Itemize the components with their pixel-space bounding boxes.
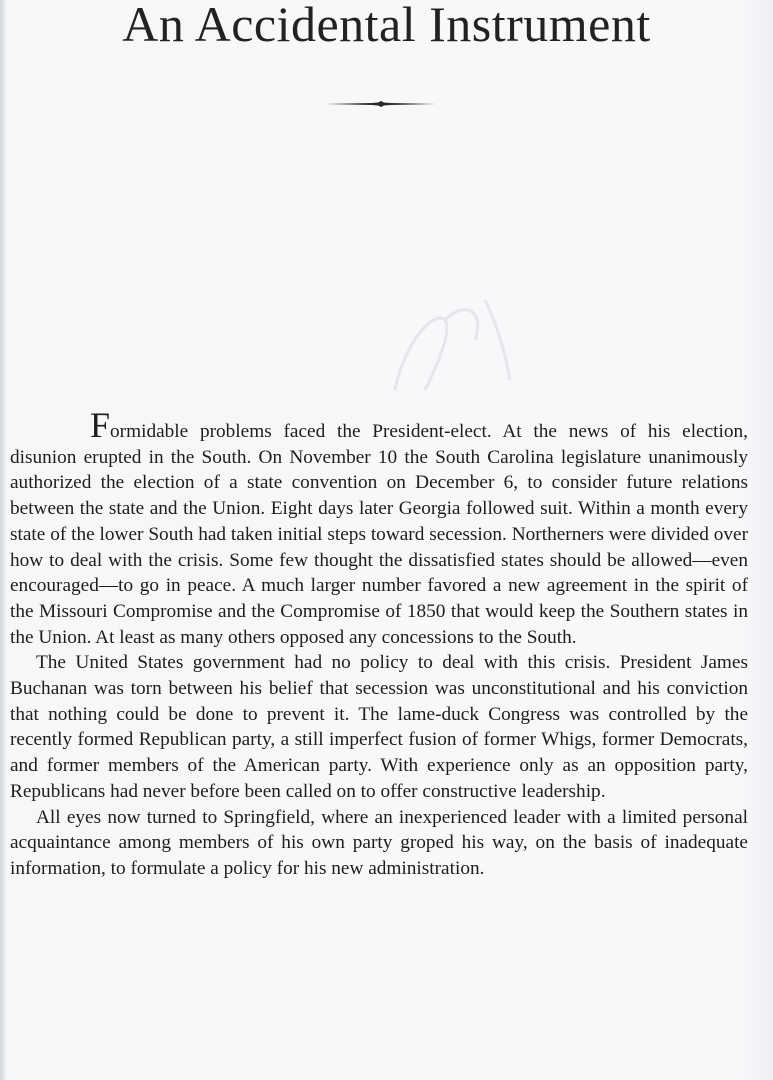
chapter-title: An Accidental Instrument <box>122 0 651 52</box>
paragraph-3: All eyes now turned to Springfield, where an inexperienced leader with a limited personal acquaintance among members of his own party groped his way, on the basis of inadequate information, to formulate a policy for his new administration. <box>10 806 748 879</box>
drop-cap: F <box>90 405 111 445</box>
show-through-mark <box>375 280 525 410</box>
paragraph-2: The United States government had no policy to deal with this crisis. President James Buchanan was torn between his belief that secession was unconstitutional and his conviction that nothing could be done to prevent it. The lame-duck Congress was controlled by the recently formed Republican party, a still imperfect fusion of former Whigs, former Democrats, and former members of the American party. With experience only as an opposition party, Republicans had never before been called on to offer constructive leadership. <box>10 652 748 802</box>
paragraph-1-text: ormidable problems faced the President-elect. At the news of his election, disunion erupted in the South. On November 10 the South Carolina legislature unanimously authorized the election of a state convention on December 6, to consider future relations between the state and the Union. Eight days later Georgia followed suit. Within a month every state of the lower South had taken initial steps toward secession. Northerners were divided over how to deal with the crisis. Some few thought the dissatisfied states should be allowed—even encouraged—to go in peace. A much larger number favored a new agreement in the spirit of the Missouri Compromise and the Compromise of 1850 that would keep the Southern states in the Union. At least as many others opposed any concessions to the South. <box>10 421 748 648</box>
paragraph-1 <box>10 405 748 650</box>
chapter-body <box>10 405 748 882</box>
horizontal-rule-ornament-icon <box>326 97 436 111</box>
page-edge-shadow <box>0 0 6 1080</box>
